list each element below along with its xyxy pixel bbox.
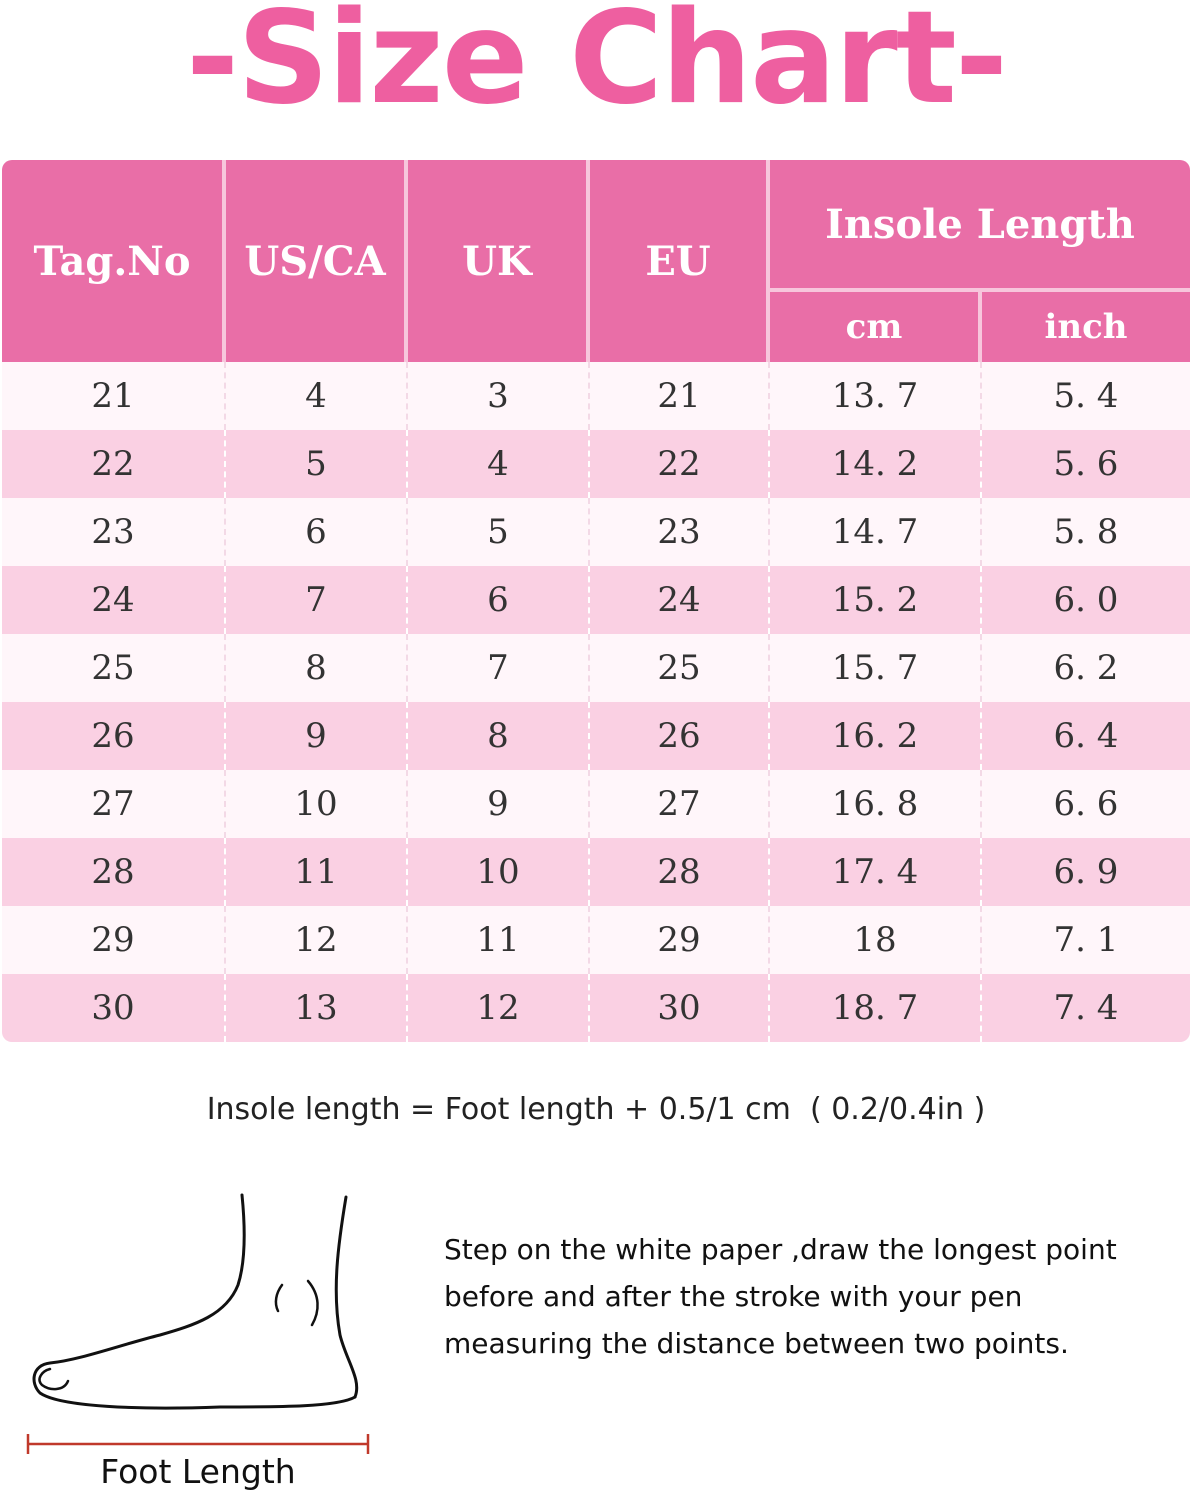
table-row <box>2 702 1190 770</box>
cell-cm: 13. 7 <box>770 362 982 430</box>
cell-eu: 27 <box>590 770 770 838</box>
cell-inch: 6. 2 <box>982 634 1190 702</box>
cell-uk: 9 <box>408 770 590 838</box>
cell-inch: 6. 9 <box>982 838 1190 906</box>
header-eu: EU <box>590 160 770 362</box>
cell-tag: 24 <box>2 566 226 634</box>
cell-us: 13 <box>226 974 408 1042</box>
measuring-instructions: Step on the white paper ,draw the longest point before and after the stroke with your pen measuring the distance between two points. <box>444 1233 1117 1360</box>
cell-uk: 3 <box>408 362 590 430</box>
cell-inch: 7. 1 <box>982 906 1190 974</box>
cell-us: 12 <box>226 906 408 974</box>
size-chart-table <box>2 160 1190 1042</box>
cell-us: 4 <box>226 362 408 430</box>
cell-tag: 29 <box>2 906 226 974</box>
cell-uk: 11 <box>408 906 590 974</box>
table-row <box>2 974 1190 1042</box>
cell-tag: 21 <box>2 362 226 430</box>
cell-eu: 22 <box>590 430 770 498</box>
cell-cm: 15. 7 <box>770 634 982 702</box>
cell-eu: 23 <box>590 498 770 566</box>
cell-us: 7 <box>226 566 408 634</box>
size-chart-body <box>2 362 1190 1042</box>
table-row <box>2 430 1190 498</box>
toe-nail <box>40 1369 68 1389</box>
insole-formula: Insole length = Foot length + 0.5/1 cm ( 0.2/0.4in ) <box>206 1092 986 1127</box>
cell-tag: 26 <box>2 702 226 770</box>
cell-cm: 14. 2 <box>770 430 982 498</box>
cell-uk: 10 <box>408 838 590 906</box>
ankle-bone-left <box>276 1285 282 1311</box>
cell-cm: 14. 7 <box>770 498 982 566</box>
header-tag-no: Tag.No <box>2 160 226 362</box>
header-us-ca: US/CA <box>226 160 408 362</box>
header-uk: UK <box>408 160 590 362</box>
cell-tag: 22 <box>2 430 226 498</box>
table-row <box>2 362 1190 430</box>
foot-outline-back <box>336 1197 357 1397</box>
header-inch: inch <box>982 292 1190 362</box>
cell-tag: 28 <box>2 838 226 906</box>
cell-inch: 5. 8 <box>982 498 1190 566</box>
cell-uk: 4 <box>408 430 590 498</box>
cell-cm: 16. 2 <box>770 702 982 770</box>
cell-cm: 15. 2 <box>770 566 982 634</box>
cell-us: 8 <box>226 634 408 702</box>
cell-tag: 25 <box>2 634 226 702</box>
table-row <box>2 906 1190 974</box>
cell-eu: 24 <box>590 566 770 634</box>
table-row <box>2 634 1190 702</box>
foot-length-label: Foot Length <box>100 1452 296 1491</box>
foot-outline-front <box>34 1195 355 1408</box>
page-title: -Size Chart- <box>186 0 1006 133</box>
cell-tag: 27 <box>2 770 226 838</box>
cell-uk: 8 <box>408 702 590 770</box>
cell-cm: 18. 7 <box>770 974 982 1042</box>
cell-inch: 6. 6 <box>982 770 1190 838</box>
cell-inch: 7. 4 <box>982 974 1190 1042</box>
cell-eu: 21 <box>590 362 770 430</box>
table-row <box>2 566 1190 634</box>
cell-eu: 25 <box>590 634 770 702</box>
cell-us: 6 <box>226 498 408 566</box>
cell-uk: 12 <box>408 974 590 1042</box>
cell-us: 11 <box>226 838 408 906</box>
cell-eu: 26 <box>590 702 770 770</box>
cell-cm: 17. 4 <box>770 838 982 906</box>
cell-cm: 16. 8 <box>770 770 982 838</box>
cell-us: 10 <box>226 770 408 838</box>
cell-us: 9 <box>226 702 408 770</box>
header-insole-length: Insole Length <box>770 160 1190 292</box>
cell-eu: 29 <box>590 906 770 974</box>
cell-tag: 30 <box>2 974 226 1042</box>
cell-uk: 7 <box>408 634 590 702</box>
cell-inch: 5. 4 <box>982 362 1190 430</box>
ankle-bone-right <box>308 1281 318 1325</box>
table-row <box>2 770 1190 838</box>
cell-cm: 18 <box>770 906 982 974</box>
table-row <box>2 838 1190 906</box>
foot-illustration <box>20 1185 380 1445</box>
cell-eu: 28 <box>590 838 770 906</box>
cell-inch: 6. 4 <box>982 702 1190 770</box>
cell-uk: 5 <box>408 498 590 566</box>
cell-inch: 5. 6 <box>982 430 1190 498</box>
cell-eu: 30 <box>590 974 770 1042</box>
cell-tag: 23 <box>2 498 226 566</box>
table-row <box>2 498 1190 566</box>
cell-uk: 6 <box>408 566 590 634</box>
size-chart-table-wrapper <box>2 160 1190 1042</box>
header-cm: cm <box>770 292 982 362</box>
cell-inch: 6. 0 <box>982 566 1190 634</box>
cell-us: 5 <box>226 430 408 498</box>
